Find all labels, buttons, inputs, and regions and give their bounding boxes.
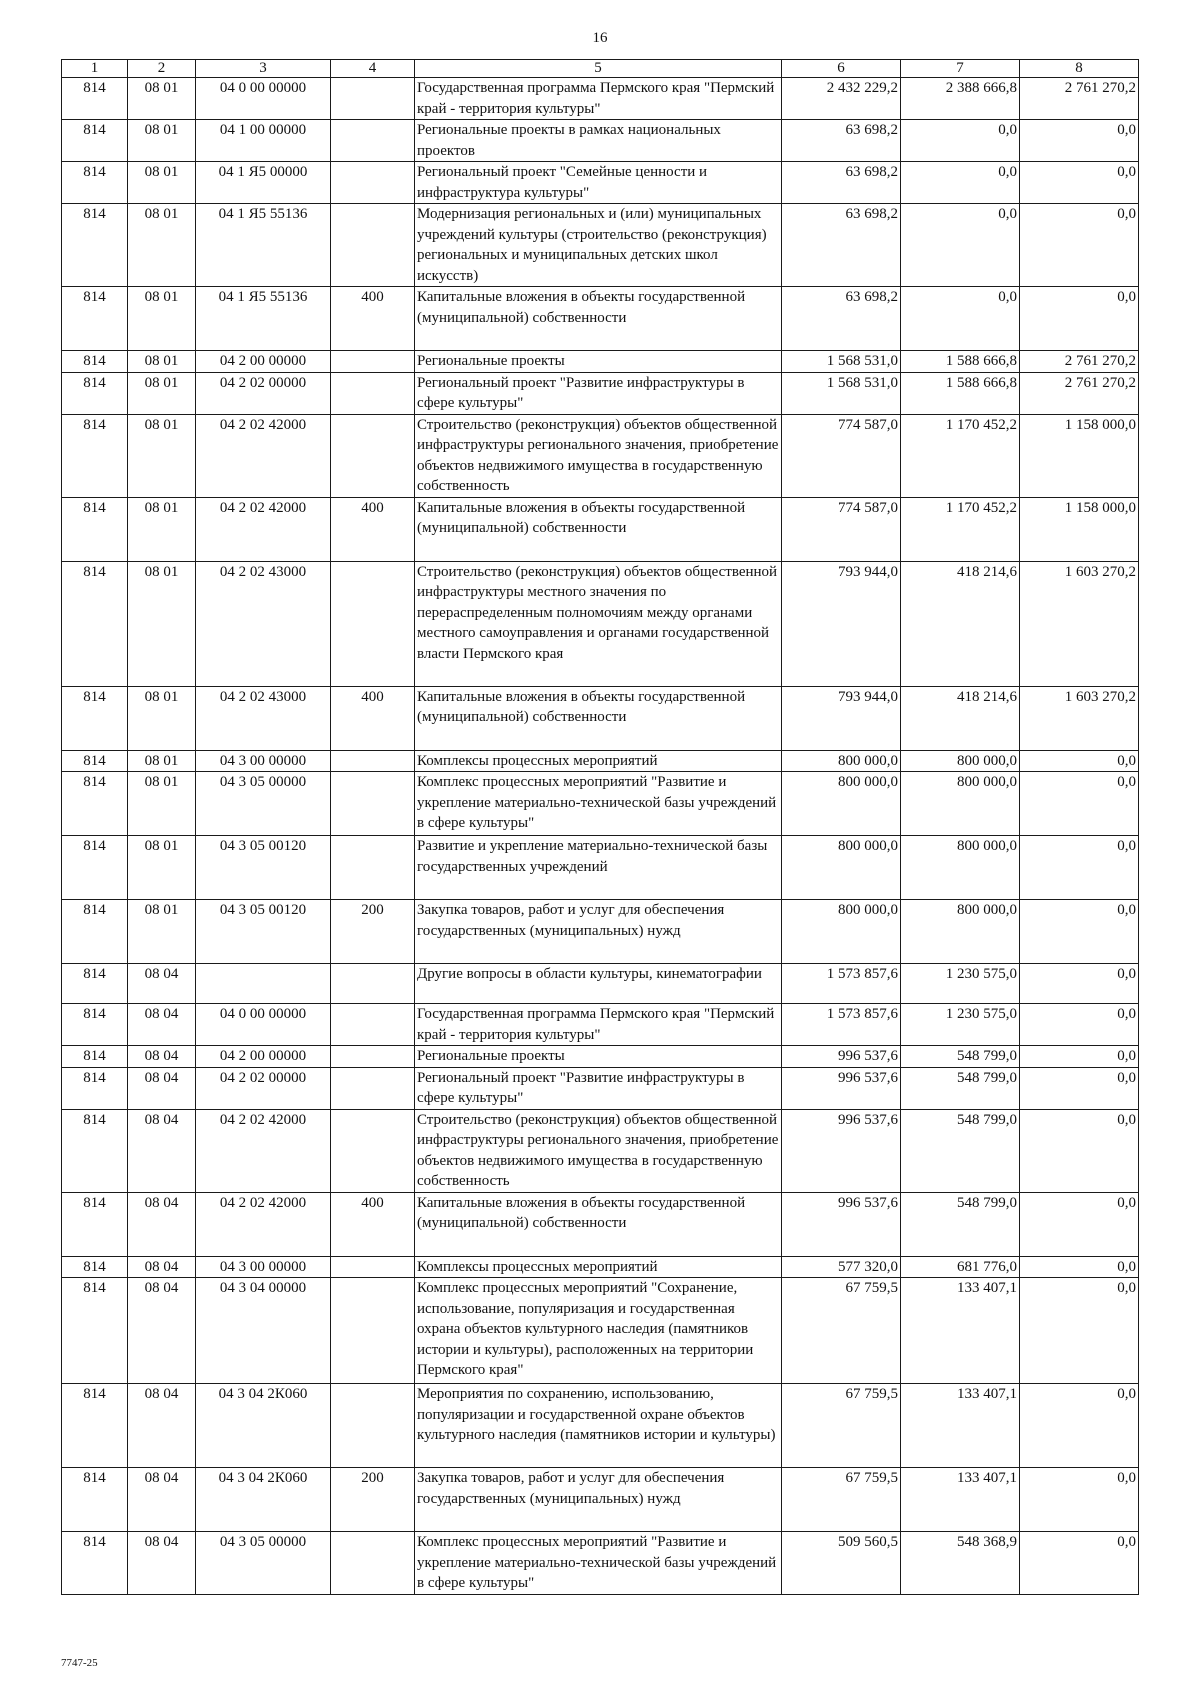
cell-amount-col7: 548 799,0 [901, 1192, 1020, 1256]
cell-target-article: 04 3 05 00120 [196, 836, 331, 900]
cell-amount-col7: 418 214,6 [901, 561, 1020, 686]
cell-amount-col7: 800 000,0 [901, 772, 1020, 836]
cell-amount-col6: 577 320,0 [782, 1256, 901, 1278]
table-row [62, 414, 1139, 497]
cell-section: 08 01 [128, 372, 196, 414]
cell-admin-code: 814 [62, 1468, 128, 1532]
cell-description: Государственная программа Пермского края "Пермский край - территория культуры" [415, 78, 782, 120]
cell-admin-code: 814 [62, 287, 128, 351]
table-row [62, 1532, 1139, 1595]
cell-expense-type: 200 [331, 900, 415, 964]
cell-expense-type [331, 750, 415, 772]
cell-target-article: 04 2 02 43000 [196, 686, 331, 750]
cell-target-article: 04 2 02 42000 [196, 1192, 331, 1256]
cell-section: 08 01 [128, 414, 196, 497]
cell-description: Региональные проекты [415, 1046, 782, 1068]
cell-amount-col6: 800 000,0 [782, 900, 901, 964]
cell-section: 08 04 [128, 1192, 196, 1256]
cell-target-article: 04 1 Я5 00000 [196, 162, 331, 204]
cell-amount-col7: 133 407,1 [901, 1384, 1020, 1468]
cell-expense-type [331, 1046, 415, 1068]
cell-section: 08 01 [128, 78, 196, 120]
cell-amount-col7: 418 214,6 [901, 686, 1020, 750]
cell-amount-col6: 793 944,0 [782, 561, 901, 686]
cell-amount-col8: 1 603 270,2 [1020, 561, 1139, 686]
cell-amount-col8: 1 158 000,0 [1020, 497, 1139, 561]
cell-expense-type [331, 1384, 415, 1468]
cell-target-article: 04 2 02 42000 [196, 497, 331, 561]
cell-amount-col7: 1 230 575,0 [901, 1004, 1020, 1046]
cell-amount-col7: 133 407,1 [901, 1278, 1020, 1384]
cell-amount-col6: 1 573 857,6 [782, 964, 901, 1004]
cell-section: 08 04 [128, 1067, 196, 1109]
cell-target-article: 04 3 05 00120 [196, 900, 331, 964]
cell-amount-col7: 800 000,0 [901, 900, 1020, 964]
cell-amount-col8: 0,0 [1020, 287, 1139, 351]
cell-section: 08 04 [128, 1256, 196, 1278]
cell-target-article: 04 2 02 00000 [196, 1067, 331, 1109]
cell-amount-col8: 0,0 [1020, 900, 1139, 964]
cell-expense-type [331, 120, 415, 162]
cell-section: 08 01 [128, 900, 196, 964]
cell-amount-col6: 67 759,5 [782, 1278, 901, 1384]
cell-target-article: 04 3 00 00000 [196, 750, 331, 772]
cell-expense-type [331, 1278, 415, 1384]
cell-amount-col7: 133 407,1 [901, 1468, 1020, 1532]
cell-amount-col7: 548 799,0 [901, 1109, 1020, 1192]
cell-amount-col6: 774 587,0 [782, 497, 901, 561]
cell-amount-col8: 0,0 [1020, 120, 1139, 162]
cell-amount-col7: 0,0 [901, 162, 1020, 204]
cell-description: Региональные проекты в рамках национальных проектов [415, 120, 782, 162]
cell-amount-col6: 800 000,0 [782, 772, 901, 836]
cell-amount-col7: 0,0 [901, 204, 1020, 287]
cell-admin-code: 814 [62, 1532, 128, 1595]
cell-target-article: 04 3 04 00000 [196, 1278, 331, 1384]
cell-target-article: 04 3 04 2К060 [196, 1468, 331, 1532]
cell-admin-code: 814 [62, 1384, 128, 1468]
cell-target-article: 04 2 02 42000 [196, 414, 331, 497]
table-row [62, 1004, 1139, 1046]
cell-target-article: 04 3 00 00000 [196, 1256, 331, 1278]
table-row [62, 686, 1139, 750]
table-body [62, 78, 1139, 1595]
cell-section: 08 04 [128, 964, 196, 1004]
column-header-8: 8 [1020, 60, 1139, 78]
cell-amount-col7: 548 799,0 [901, 1067, 1020, 1109]
cell-description: Капитальные вложения в объекты государственной (муниципальной) собственности [415, 497, 782, 561]
cell-expense-type [331, 162, 415, 204]
cell-section: 08 01 [128, 162, 196, 204]
cell-admin-code: 814 [62, 120, 128, 162]
cell-amount-col8: 0,0 [1020, 1384, 1139, 1468]
cell-section: 08 04 [128, 1046, 196, 1068]
cell-section: 08 04 [128, 1109, 196, 1192]
cell-section: 08 01 [128, 287, 196, 351]
cell-amount-col6: 996 537,6 [782, 1109, 901, 1192]
cell-section: 08 01 [128, 497, 196, 561]
cell-amount-col8: 0,0 [1020, 750, 1139, 772]
cell-amount-col7: 1 588 666,8 [901, 351, 1020, 373]
cell-amount-col6: 800 000,0 [782, 750, 901, 772]
cell-description: Модернизация региональных и (или) муниципальных учреждений культуры (строительство (реконструкция) региональных и муниципальных детских школ искусств) [415, 204, 782, 287]
table-row [62, 78, 1139, 120]
cell-admin-code: 814 [62, 78, 128, 120]
cell-description: Региональный проект "Развитие инфраструктуры в сфере культуры" [415, 1067, 782, 1109]
cell-target-article: 04 0 00 00000 [196, 1004, 331, 1046]
cell-target-article: 04 2 00 00000 [196, 1046, 331, 1068]
cell-admin-code: 814 [62, 900, 128, 964]
cell-admin-code: 814 [62, 1278, 128, 1384]
cell-section: 08 04 [128, 1004, 196, 1046]
table-row [62, 836, 1139, 900]
cell-description: Закупка товаров, работ и услуг для обеспечения государственных (муниципальных) нужд [415, 900, 782, 964]
cell-amount-col6: 1 573 857,6 [782, 1004, 901, 1046]
cell-amount-col8: 0,0 [1020, 1046, 1139, 1068]
cell-amount-col7: 2 388 666,8 [901, 78, 1020, 120]
cell-amount-col8: 2 761 270,2 [1020, 372, 1139, 414]
cell-description: Региональный проект "Семейные ценности и инфраструктура культуры" [415, 162, 782, 204]
cell-amount-col7: 800 000,0 [901, 836, 1020, 900]
cell-amount-col8: 2 761 270,2 [1020, 351, 1139, 373]
column-header-5: 5 [415, 60, 782, 78]
cell-expense-type [331, 78, 415, 120]
cell-description: Региональный проект "Развитие инфраструктуры в сфере культуры" [415, 372, 782, 414]
cell-description: Мероприятия по сохранению, использованию, популяризации и государственной охране объектов культурного наследия (памятников истории и культуры) [415, 1384, 782, 1468]
cell-expense-type [331, 351, 415, 373]
column-header-3: 3 [196, 60, 331, 78]
cell-amount-col6: 1 568 531,0 [782, 372, 901, 414]
table-row [62, 750, 1139, 772]
cell-amount-col6: 63 698,2 [782, 162, 901, 204]
cell-amount-col6: 67 759,5 [782, 1468, 901, 1532]
table-row [62, 1046, 1139, 1068]
cell-target-article: 04 3 04 2К060 [196, 1384, 331, 1468]
cell-admin-code: 814 [62, 772, 128, 836]
cell-target-article: 04 2 00 00000 [196, 351, 331, 373]
cell-admin-code: 814 [62, 686, 128, 750]
table-row [62, 372, 1139, 414]
cell-description: Строительство (реконструкция) объектов общественной инфраструктуры регионального значения, приобретение объектов недвижимого имущества в государственную собственность [415, 414, 782, 497]
table-row [62, 204, 1139, 287]
cell-description: Комплексы процессных мероприятий [415, 750, 782, 772]
cell-section: 08 04 [128, 1532, 196, 1595]
table-row [62, 120, 1139, 162]
cell-amount-col7: 1 230 575,0 [901, 964, 1020, 1004]
cell-description: Капитальные вложения в объекты государственной (муниципальной) собственности [415, 686, 782, 750]
cell-expense-type [331, 836, 415, 900]
table-header [62, 60, 1139, 78]
cell-target-article: 04 0 00 00000 [196, 78, 331, 120]
cell-amount-col7: 1 170 452,2 [901, 497, 1020, 561]
cell-amount-col8: 0,0 [1020, 1468, 1139, 1532]
cell-expense-type [331, 561, 415, 686]
cell-description: Строительство (реконструкция) объектов общественной инфраструктуры местного значения по перераспределенным полномочиям между органами местного самоуправления и органами государственной власти Пермского края [415, 561, 782, 686]
cell-admin-code: 814 [62, 1109, 128, 1192]
cell-amount-col6: 774 587,0 [782, 414, 901, 497]
cell-expense-type [331, 1532, 415, 1595]
cell-expense-type [331, 1067, 415, 1109]
cell-target-article: 04 2 02 00000 [196, 372, 331, 414]
cell-admin-code: 814 [62, 964, 128, 1004]
cell-expense-type [331, 1004, 415, 1046]
cell-description: Комплекс процессных мероприятий "Развитие и укрепление материально-технической базы учреждений в сфере культуры" [415, 1532, 782, 1595]
cell-amount-col8: 0,0 [1020, 964, 1139, 1004]
cell-amount-col8: 0,0 [1020, 1256, 1139, 1278]
cell-section: 08 01 [128, 750, 196, 772]
cell-target-article: 04 2 02 42000 [196, 1109, 331, 1192]
column-header-2: 2 [128, 60, 196, 78]
cell-amount-col8: 0,0 [1020, 1192, 1139, 1256]
cell-description: Комплексы процессных мероприятий [415, 1256, 782, 1278]
cell-amount-col6: 67 759,5 [782, 1384, 901, 1468]
cell-amount-col6: 63 698,2 [782, 287, 901, 351]
cell-amount-col7: 800 000,0 [901, 750, 1020, 772]
cell-expense-type: 400 [331, 287, 415, 351]
cell-section: 08 01 [128, 204, 196, 287]
cell-amount-col6: 800 000,0 [782, 836, 901, 900]
cell-admin-code: 814 [62, 1004, 128, 1046]
cell-amount-col8: 0,0 [1020, 772, 1139, 836]
header-row [62, 60, 1139, 78]
cell-admin-code: 814 [62, 561, 128, 686]
cell-admin-code: 814 [62, 1256, 128, 1278]
cell-amount-col8: 0,0 [1020, 1109, 1139, 1192]
cell-amount-col8: 0,0 [1020, 1067, 1139, 1109]
cell-amount-col6: 996 537,6 [782, 1067, 901, 1109]
page-number: 16 [592, 30, 608, 46]
cell-amount-col7: 548 799,0 [901, 1046, 1020, 1068]
column-header-4: 4 [331, 60, 415, 78]
cell-description: Закупка товаров, работ и услуг для обеспечения государственных (муниципальных) нужд [415, 1468, 782, 1532]
table-row [62, 351, 1139, 373]
table-row [62, 1067, 1139, 1109]
cell-amount-col8: 1 158 000,0 [1020, 414, 1139, 497]
cell-amount-col7: 1 588 666,8 [901, 372, 1020, 414]
table-row [62, 772, 1139, 836]
cell-section: 08 01 [128, 351, 196, 373]
table-row [62, 497, 1139, 561]
table-row [62, 964, 1139, 1004]
table-row [62, 1256, 1139, 1278]
cell-amount-col6: 2 432 229,2 [782, 78, 901, 120]
cell-amount-col8: 0,0 [1020, 1278, 1139, 1384]
cell-expense-type [331, 372, 415, 414]
cell-target-article: 04 3 05 00000 [196, 1532, 331, 1595]
cell-expense-type [331, 1109, 415, 1192]
column-header-7: 7 [901, 60, 1020, 78]
cell-section: 08 01 [128, 686, 196, 750]
cell-amount-col7: 0,0 [901, 287, 1020, 351]
table-row [62, 287, 1139, 351]
table-row [62, 162, 1139, 204]
table-row [62, 1384, 1139, 1468]
cell-target-article: 04 2 02 43000 [196, 561, 331, 686]
cell-amount-col6: 793 944,0 [782, 686, 901, 750]
cell-amount-col6: 509 560,5 [782, 1532, 901, 1595]
cell-amount-col8: 1 603 270,2 [1020, 686, 1139, 750]
table-row [62, 1192, 1139, 1256]
cell-admin-code: 814 [62, 1046, 128, 1068]
cell-amount-col8: 0,0 [1020, 1004, 1139, 1046]
cell-description: Региональные проекты [415, 351, 782, 373]
cell-admin-code: 814 [62, 836, 128, 900]
cell-admin-code: 814 [62, 414, 128, 497]
table-row [62, 1278, 1139, 1384]
cell-target-article: 04 3 05 00000 [196, 772, 331, 836]
cell-description: Строительство (реконструкция) объектов общественной инфраструктуры регионального значения, приобретение объектов недвижимого имущества в государственную собственность [415, 1109, 782, 1192]
document-code: 7747-25 [61, 1657, 98, 1669]
cell-section: 08 01 [128, 836, 196, 900]
cell-amount-col7: 548 368,9 [901, 1532, 1020, 1595]
cell-amount-col6: 63 698,2 [782, 120, 901, 162]
column-header-1: 1 [62, 60, 128, 78]
cell-expense-type: 400 [331, 686, 415, 750]
table-row [62, 1468, 1139, 1532]
cell-expense-type: 200 [331, 1468, 415, 1532]
cell-amount-col7: 1 170 452,2 [901, 414, 1020, 497]
cell-admin-code: 814 [62, 204, 128, 287]
cell-admin-code: 814 [62, 372, 128, 414]
table-row [62, 900, 1139, 964]
cell-amount-col6: 1 568 531,0 [782, 351, 901, 373]
cell-expense-type [331, 964, 415, 1004]
table-row [62, 561, 1139, 686]
budget-table [61, 59, 1139, 1595]
cell-section: 08 01 [128, 772, 196, 836]
cell-target-article: 04 1 Я5 55136 [196, 204, 331, 287]
cell-expense-type [331, 772, 415, 836]
cell-admin-code: 814 [62, 497, 128, 561]
cell-amount-col8: 2 761 270,2 [1020, 78, 1139, 120]
cell-description: Развитие и укрепление материально-технической базы государственных учреждений [415, 836, 782, 900]
cell-amount-col6: 63 698,2 [782, 204, 901, 287]
cell-expense-type [331, 1256, 415, 1278]
table-row [62, 1109, 1139, 1192]
cell-admin-code: 814 [62, 1192, 128, 1256]
cell-amount-col8: 0,0 [1020, 836, 1139, 900]
column-header-6: 6 [782, 60, 901, 78]
cell-expense-type [331, 204, 415, 287]
cell-amount-col6: 996 537,6 [782, 1046, 901, 1068]
cell-amount-col6: 996 537,6 [782, 1192, 901, 1256]
cell-admin-code: 814 [62, 162, 128, 204]
cell-expense-type: 400 [331, 1192, 415, 1256]
cell-section: 08 04 [128, 1278, 196, 1384]
cell-description: Капитальные вложения в объекты государственной (муниципальной) собственности [415, 287, 782, 351]
cell-target-article [196, 964, 331, 1004]
cell-target-article: 04 1 00 00000 [196, 120, 331, 162]
cell-expense-type: 400 [331, 497, 415, 561]
cell-expense-type [331, 414, 415, 497]
cell-section: 08 01 [128, 120, 196, 162]
cell-description: Другие вопросы в области культуры, кинематографии [415, 964, 782, 1004]
cell-section: 08 04 [128, 1468, 196, 1532]
cell-description: Капитальные вложения в объекты государственной (муниципальной) собственности [415, 1192, 782, 1256]
cell-admin-code: 814 [62, 750, 128, 772]
cell-amount-col7: 681 776,0 [901, 1256, 1020, 1278]
cell-target-article: 04 1 Я5 55136 [196, 287, 331, 351]
cell-amount-col8: 0,0 [1020, 204, 1139, 287]
cell-admin-code: 814 [62, 351, 128, 373]
cell-amount-col7: 0,0 [901, 120, 1020, 162]
cell-section: 08 01 [128, 561, 196, 686]
cell-admin-code: 814 [62, 1067, 128, 1109]
cell-description: Государственная программа Пермского края "Пермский край - территория культуры" [415, 1004, 782, 1046]
cell-section: 08 04 [128, 1384, 196, 1468]
cell-description: Комплекс процессных мероприятий "Сохранение, использование, популяризация и государственная охрана объектов культурного наследия (памятников истории и культуры), расположенных на территории Пермского края" [415, 1278, 782, 1384]
cell-description: Комплекс процессных мероприятий "Развитие и укрепление материально-технической базы учреждений в сфере культуры" [415, 772, 782, 836]
cell-amount-col8: 0,0 [1020, 162, 1139, 204]
cell-amount-col8: 0,0 [1020, 1532, 1139, 1595]
